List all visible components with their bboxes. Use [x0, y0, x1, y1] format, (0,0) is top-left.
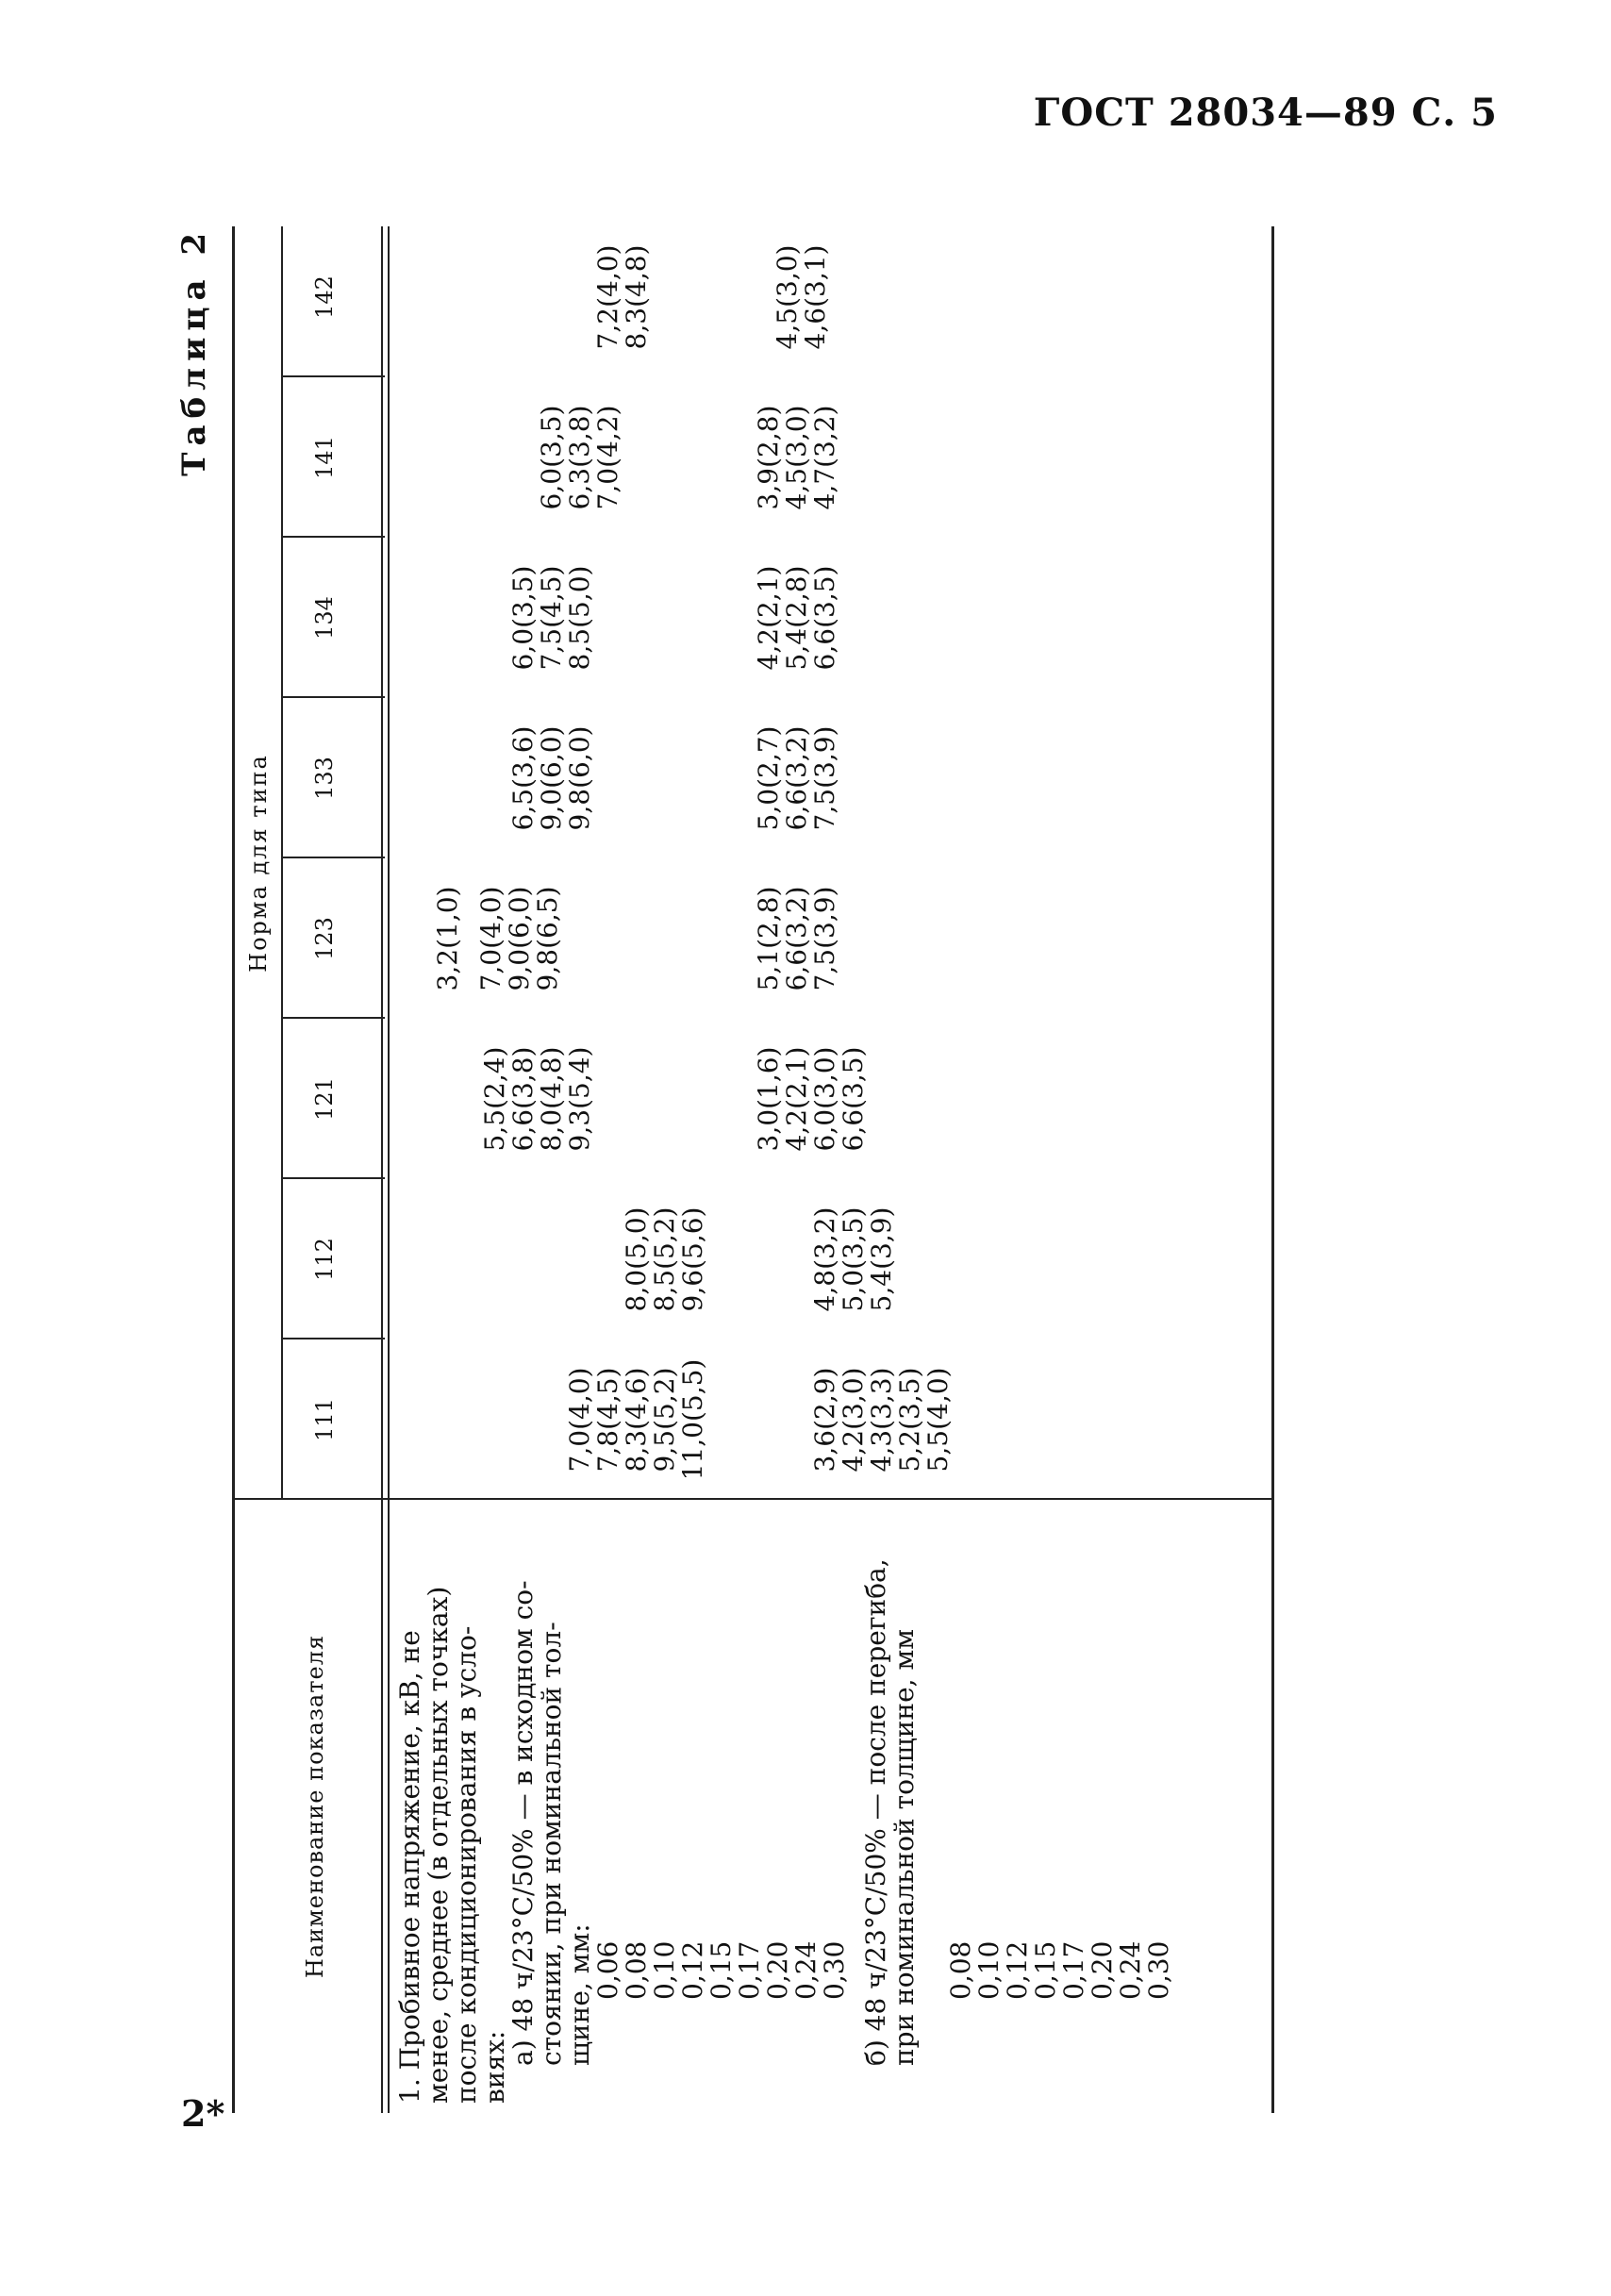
thickness-value: 0,12: [677, 1940, 708, 2000]
col-separator: [232, 1498, 1271, 1500]
value-cell: 4,2(3,0): [838, 1367, 869, 1472]
col-header-134: 134: [311, 596, 338, 640]
table-bottom-rule: [1271, 226, 1274, 2113]
value-cell: 5,4(3,9): [866, 1206, 897, 1312]
value-cell: 9,8(6,0): [564, 725, 595, 831]
value-cell: 5,5(4,0): [922, 1367, 954, 1472]
col-header-133: 133: [311, 757, 338, 800]
thickness-value: 0,24: [1115, 1940, 1146, 2000]
col-header-112: 112: [311, 1238, 338, 1281]
table-caption: Таблица 2: [175, 226, 213, 476]
indicator-name-column: [396, 1509, 1173, 2104]
values-b-134: [755, 538, 839, 698]
table-top-rule: [232, 226, 235, 2113]
group-header-rule: [281, 226, 283, 1500]
value-cell: 5,4(2,8): [781, 565, 812, 671]
col-header-name: Наименование показателя: [302, 1634, 328, 1979]
header-separator: [381, 226, 390, 2113]
item1-line: после кондиционирования в усло-: [451, 1625, 482, 2104]
values-a-134: [509, 538, 594, 698]
page-footer: 2*: [181, 2092, 225, 2135]
value-cell: 3,6(2,9): [809, 1367, 840, 1472]
section-a-thicknesses: [594, 1509, 849, 2104]
value-cell: 6,0(3,5): [507, 565, 539, 671]
value-cell: 6,6(3,8): [507, 1046, 539, 1152]
values-b-112: [811, 1179, 896, 1339]
value-cell: 6,5(3,6): [507, 725, 539, 831]
col-header-123: 123: [311, 917, 338, 960]
value-cell: 6,0(3,5): [536, 405, 567, 510]
value-cell: 4,7(3,2): [809, 405, 840, 510]
item1-line: менее, среднее (в отдельных точках): [423, 1586, 454, 2104]
value-cell: 4,2(2,1): [781, 1046, 812, 1152]
value-cell: 7,0(4,0): [564, 1367, 595, 1472]
values-b-121: [755, 1019, 868, 1179]
value-cell: 8,0(5,0): [621, 1206, 652, 1312]
section-a-label-line: стоянии, при номинальной тол-: [536, 1622, 567, 2066]
value-cell: 7,5(4,5): [536, 565, 567, 671]
value-cell: 8,5(5,0): [564, 565, 595, 671]
value-cell: 5,0(2,7): [753, 725, 784, 831]
values-b-123: [755, 858, 839, 1019]
value-cell: 5,1(2,8): [753, 886, 784, 991]
value-cell: 9,0(6,0): [504, 886, 535, 991]
thickness-value: 0,06: [592, 1940, 623, 2000]
values-a-121: [481, 1019, 594, 1179]
value-cell: 3,2(1,0): [432, 886, 463, 991]
section-b-thicknesses: [947, 1509, 1173, 2104]
value-cell: 8,0(4,8): [536, 1046, 567, 1152]
value-cell: 5,5(2,4): [479, 1046, 510, 1152]
thickness-value: 0,10: [973, 1940, 1005, 2000]
value-cell: 7,0(4,0): [475, 886, 507, 991]
values-a-112: [623, 1179, 707, 1339]
value-cell: 3,9(2,8): [753, 405, 784, 510]
value-cell: 6,6(3,5): [809, 565, 840, 671]
values-b-111: [811, 1339, 953, 1500]
thickness-value: 0,15: [706, 1940, 737, 2000]
thickness-value: 0,08: [621, 1940, 652, 2000]
value-cell: 6,6(3,2): [781, 886, 812, 991]
col-header-141: 141: [311, 436, 338, 479]
item1-line: 1. Пробивное напряжение, кВ, не: [394, 1630, 425, 2104]
values-a-142: [594, 217, 651, 377]
value-cell: 8,3(4,8): [621, 244, 652, 350]
values-b-141: [755, 377, 839, 538]
thickness-value: 0,24: [790, 1940, 822, 2000]
table-2: [175, 226, 1283, 2113]
values-b-133: [755, 698, 839, 858]
thickness-value: 0,08: [945, 1940, 976, 2000]
thickness-value: 0,12: [1002, 1940, 1033, 2000]
col-header-121: 121: [311, 1077, 338, 1121]
section-b-label-line: б) 48 ч/23°С/50% — после перегиба,: [860, 1558, 891, 2066]
value-cell: 7,8(4,5): [592, 1367, 623, 1472]
item1-line: виях:: [479, 2030, 510, 2104]
col-header-142: 142: [311, 275, 338, 319]
value-cell: 5,0(3,5): [838, 1206, 869, 1312]
thickness-value: 0,20: [1087, 1940, 1118, 2000]
value-cell: 9,6(5,6): [677, 1206, 708, 1312]
values-a-141: [538, 377, 623, 538]
thickness-value: 0,17: [734, 1940, 765, 2000]
value-cell: 9,8(6,5): [532, 886, 563, 991]
value-cell: 4,5(3,0): [781, 405, 812, 510]
value-cell: 7,2(4,0): [592, 244, 623, 350]
values-a-123: [434, 858, 562, 1019]
value-cell: 5,2(3,5): [894, 1367, 925, 1472]
group-header: Норма для типа: [245, 754, 272, 973]
section-b-label-line: при номинальной толщине, мм: [889, 1629, 920, 2066]
thickness-value: 0,30: [819, 1940, 850, 2000]
col-header-111: 111: [311, 1398, 338, 1441]
section-a-label-line: щине, мм:: [564, 1923, 595, 2066]
values-a-111: [566, 1339, 707, 1500]
value-cell: 6,3(3,8): [564, 405, 595, 510]
value-cell: 6,0(3,0): [809, 1046, 840, 1152]
value-cell: 3,0(1,6): [753, 1046, 784, 1152]
value-cell: 6,6(3,5): [838, 1046, 869, 1152]
value-cell: 9,3(5,4): [564, 1046, 595, 1152]
value-cell: 8,5(5,2): [649, 1206, 680, 1312]
value-cell: 9,5(5,2): [649, 1367, 680, 1472]
page-header: ГОСТ 28034—89 С. 5: [1033, 91, 1498, 135]
value-cell: 6,6(3,2): [781, 725, 812, 831]
values-a-133: [509, 698, 594, 858]
value-cell: 4,8(3,2): [809, 1206, 840, 1312]
thickness-value: 0,17: [1058, 1940, 1089, 2000]
section-a-label-line: а) 48 ч/23°С/50% — в исходном со-: [507, 1580, 539, 2066]
value-cell: 9,0(6,0): [536, 725, 567, 831]
value-cell: 7,5(3,9): [809, 725, 840, 831]
thickness-value: 0,30: [1143, 1940, 1174, 2000]
value-cell: 4,3(3,3): [866, 1367, 897, 1472]
thickness-value: 0,15: [1030, 1940, 1061, 2000]
value-cell: 4,6(3,1): [800, 244, 831, 350]
value-cell: 7,0(4,2): [592, 405, 623, 510]
thickness-value: 0,20: [762, 1940, 793, 2000]
value-cell: 7,5(3,9): [809, 886, 840, 991]
value-cell: 11,0(5,5): [677, 1358, 708, 1481]
thickness-value: 0,10: [649, 1940, 680, 2000]
value-cell: 4,2(2,1): [753, 565, 784, 671]
value-cell: 8,3(4,6): [621, 1367, 652, 1472]
value-cell: 4,5(3,0): [772, 244, 803, 350]
values-b-142: [773, 217, 830, 377]
